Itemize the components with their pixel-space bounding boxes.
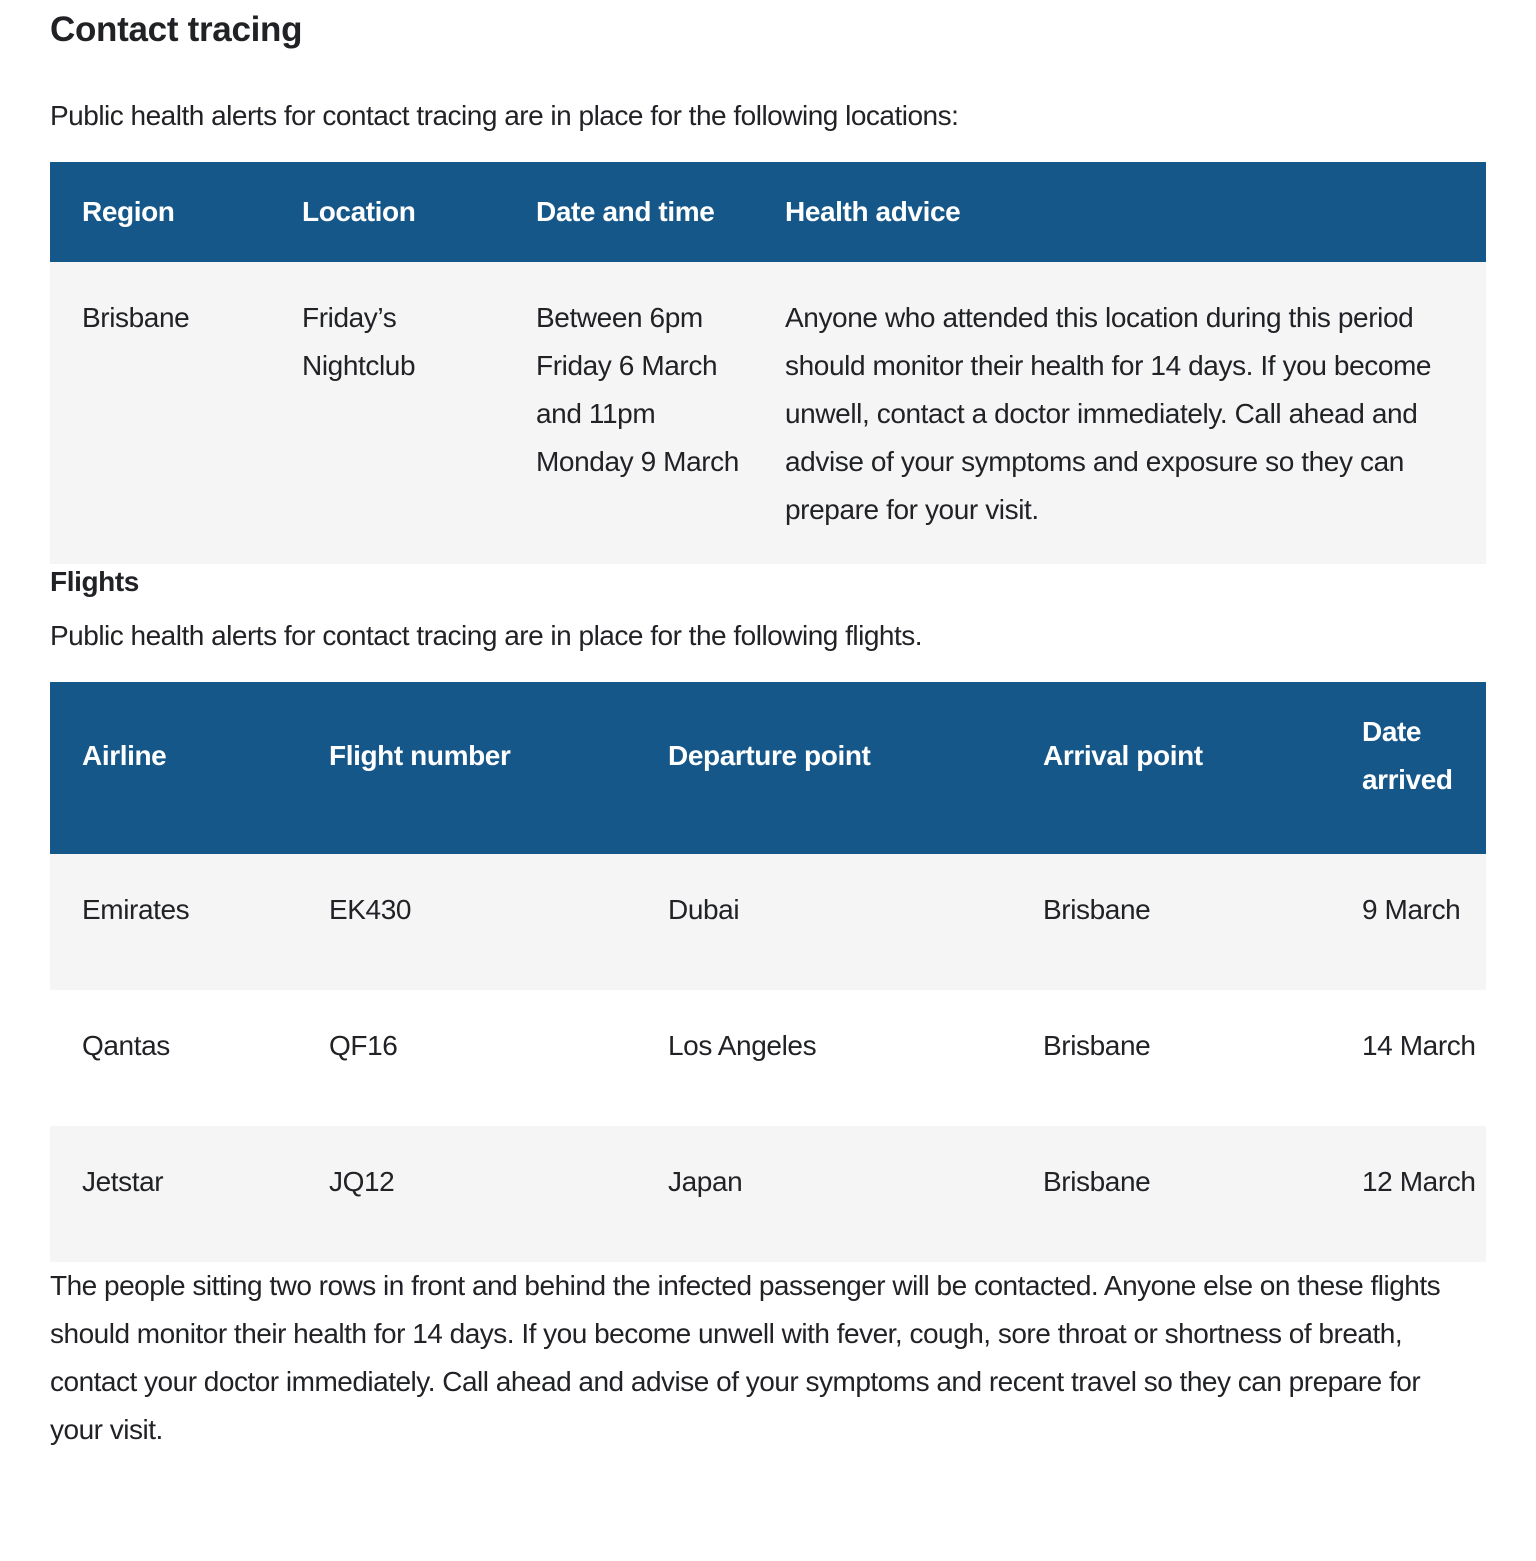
column-header-flight-number: Flight number [297,682,636,854]
cell-departure-point: Japan [668,1166,743,1197]
contact-tracing-intro: Public health alerts for contact tracing are in place for the following locations: [50,100,959,131]
table-row [50,262,1486,564]
cell-arrival-point: Brisbane [1043,1030,1151,1061]
table-row [50,1126,1486,1262]
cell-date-arrived: 12 March [1362,1166,1476,1197]
cell-departure-point: Dubai [668,894,740,925]
cell-location: Friday’s Nightclub [302,302,416,381]
cell-date-arrived: 9 March [1362,894,1461,925]
table-row [50,990,1486,1126]
cell-flight-number: EK430 [329,894,412,925]
cell-date-time: Between 6pm Friday 6 March and 11pm Monday 9 March [536,302,739,477]
contact-tracing-title: Contact tracing [50,10,303,49]
cell-airline: Jetstar [82,1166,164,1197]
flights-title: Flights [50,566,139,597]
column-header-arrival-point: Arrival point [1011,682,1330,854]
flights-advice-note: The people sitting two rows in front and behind the infected passenger will be contacted. Anyone else on these flights should monitor their health for 14 days. If you become unwell with fever, cough, sore throat or shortness of breath, contact your doctor immediately. Call ahead and advise of your symptoms and recent travel so they can prepare for your visit. [50,1270,1441,1445]
column-header-departure-point: Departure point [636,682,1011,854]
cell-flight-number: QF16 [329,1030,398,1061]
flights-intro: Public health alerts for contact tracing are in place for the following flights. [50,620,923,651]
cell-airline: Qantas [82,1030,170,1061]
column-header-location: Location [270,162,504,262]
contact-locations-table [50,162,1486,564]
column-header-date-time: Date and time [504,162,753,262]
column-header-health-advice: Health advice [753,162,1486,262]
column-header-region: Region [50,162,270,262]
table-header-row [50,682,1486,854]
table-row [50,854,1486,990]
cell-arrival-point: Brisbane [1043,894,1151,925]
cell-airline: Emirates [82,894,190,925]
flights-table [50,682,1486,1262]
cell-region: Brisbane [82,302,190,333]
column-header-airline: Airline [50,682,297,854]
cell-date-arrived: 14 March [1362,1030,1476,1061]
cell-health-advice: Anyone who attended this location during this period should monitor their health for 14 days. If you become unwell, contact a doctor immediately. Call ahead and advise of your symptoms and exposure so they can prepare for your visit. [785,302,1432,525]
cell-arrival-point: Brisbane [1043,1166,1151,1197]
cell-flight-number: JQ12 [329,1166,395,1197]
column-header-date-arrived: Date arrived [1330,682,1486,854]
cell-departure-point: Los Angeles [668,1030,817,1061]
table-header-row [50,162,1486,262]
